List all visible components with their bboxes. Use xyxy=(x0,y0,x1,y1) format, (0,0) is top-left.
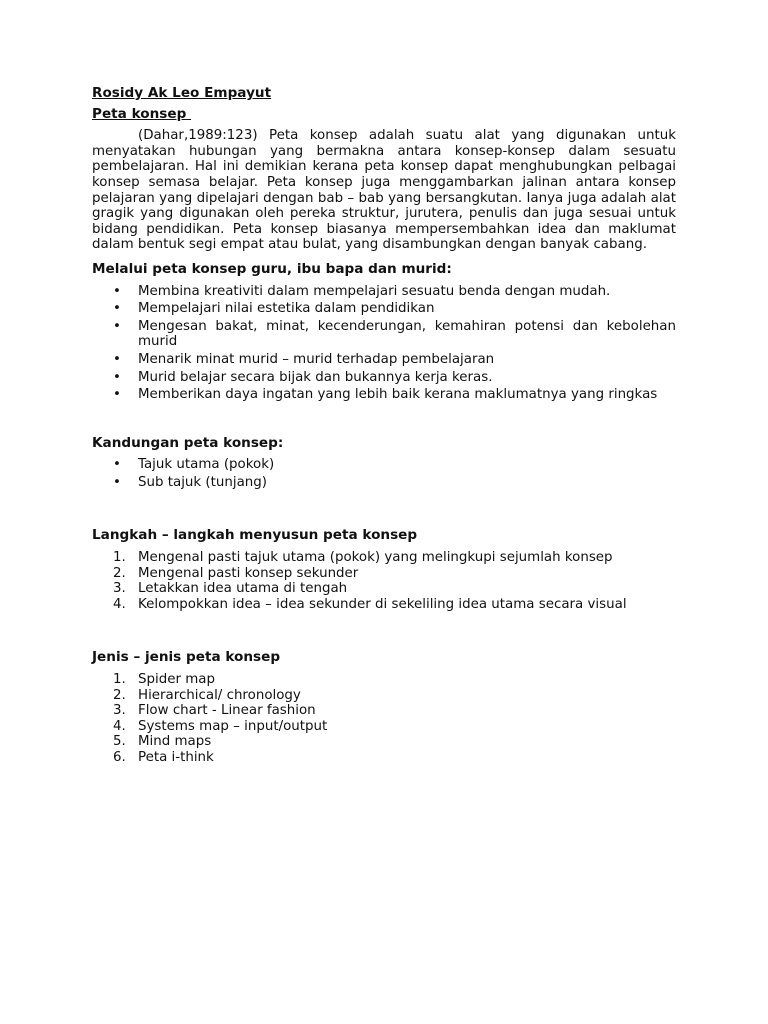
list-item xyxy=(92,301,676,317)
bullet-marker: • xyxy=(113,318,121,334)
bullet-marker: • xyxy=(113,474,121,490)
list-item-text: Mengenal pasti konsep sekunder xyxy=(138,565,359,581)
intro-paragraph: (Dahar,1989:123) Peta konsep adalah suatu alat yang digunakan untuk menyatakan hubungan yang bermakna antara konsep-konsep dalam sesuatu pembelajaran. Hal ini demikian kerana peta konsep dapat menghubungkan pelbagai konsep semasa belajar. Peta konsep juga menggambarkan jalinan antara konsep pelajaran yang dipelajari dengan bab – bab yang bersangkutan. Ianya juga adalah alat gragik yang digunakan oleh pereka struktur, jurutera, penulis dan juga sesuai untuk bidang pendidikan. Peta konsep biasanya mempersembahkan idea dan maklumat dalam bentuk segi empat atau bulat, yang disambungkan dengan banyak cabang. xyxy=(92,128,676,253)
number-marker: 2. xyxy=(113,687,126,703)
list-item xyxy=(92,672,676,688)
list-item-text: Tajuk utama (pokok) xyxy=(138,457,275,473)
bullet-marker: • xyxy=(113,283,121,299)
bullet-marker: • xyxy=(113,457,121,473)
section-heading-langkah: Langkah – langkah menyusun peta konsep xyxy=(92,527,418,544)
numbered-list-jenis xyxy=(92,672,676,766)
list-item-text: Kelompokkan idea – idea sekunder di sekeliling idea utama secara visual xyxy=(138,596,627,612)
bullet-marker: • xyxy=(113,387,121,403)
list-item xyxy=(92,703,676,719)
section-heading-melalui: Melalui peta konsep guru, ibu bapa dan murid: xyxy=(92,260,452,277)
number-marker: 6. xyxy=(113,750,126,765)
bullet-marker: • xyxy=(113,351,121,367)
number-marker: 4. xyxy=(113,718,126,734)
number-marker: 3. xyxy=(113,581,126,597)
list-item-text: Flow chart - Linear fashion xyxy=(138,703,316,719)
number-marker: 2. xyxy=(113,565,126,581)
list-item xyxy=(92,319,676,350)
bullet-list-kandungan xyxy=(92,457,676,490)
number-marker: 3. xyxy=(113,703,126,719)
list-item-text: Mempelajari nilai estetika dalam pendidikan xyxy=(138,301,435,317)
number-marker: 4. xyxy=(113,596,126,612)
section-heading-jenis: Jenis – jenis peta konsep xyxy=(92,649,281,666)
list-item xyxy=(92,566,676,582)
list-item xyxy=(92,352,676,368)
section-heading-kandungan: Kandungan peta konsep: xyxy=(92,434,284,451)
number-marker: 1. xyxy=(113,672,126,688)
list-item xyxy=(92,734,676,750)
list-item xyxy=(92,750,676,766)
list-item-text: Memberikan daya ingatan yang lebih baik kerana maklumatnya yang ringkas xyxy=(138,387,658,403)
list-item xyxy=(92,597,676,613)
list-item xyxy=(92,284,676,300)
number-marker: 1. xyxy=(113,550,126,566)
document-page xyxy=(92,82,676,766)
numbered-list-langkah xyxy=(92,550,676,612)
bullet-marker: • xyxy=(113,301,121,317)
list-item xyxy=(92,370,676,386)
list-item xyxy=(92,581,676,597)
list-item xyxy=(92,550,676,566)
list-item xyxy=(92,719,676,735)
list-item xyxy=(92,688,676,704)
list-item-text: Systems map – input/output xyxy=(138,718,328,734)
document-title: Peta konsep xyxy=(92,105,192,122)
bullet-marker: • xyxy=(113,369,121,385)
bullet-list-melalui xyxy=(92,284,676,403)
list-item-text: Mengesan bakat, minat, kecenderungan, kemahiran potensi dan kebolehan murid xyxy=(138,318,676,350)
author-name: Rosidy Ak Leo Empayut xyxy=(92,85,272,101)
list-item-text: Peta i-think xyxy=(138,750,214,765)
list-item-text: Mind maps xyxy=(138,734,212,750)
list-item-text: Menarik minat murid – murid terhadap pembelajaran xyxy=(138,351,495,367)
list-item-text: Membina kreativiti dalam mempelajari sesuatu benda dengan mudah. xyxy=(138,283,611,299)
list-item xyxy=(92,387,676,403)
list-item xyxy=(92,457,676,473)
list-item-text: Letakkan idea utama di tengah xyxy=(138,581,348,597)
list-item-text: Sub tajuk (tunjang) xyxy=(138,474,268,490)
number-marker: 5. xyxy=(113,734,126,750)
list-item-text: Mengenal pasti tajuk utama (pokok) yang melingkupi sejumlah konsep xyxy=(138,550,613,566)
list-item xyxy=(92,475,676,491)
list-item-text: Murid belajar secara bijak dan bukannya kerja keras. xyxy=(138,369,493,385)
list-item-text: Spider map xyxy=(138,672,215,688)
list-item-text: Hierarchical/ chronology xyxy=(138,687,301,703)
